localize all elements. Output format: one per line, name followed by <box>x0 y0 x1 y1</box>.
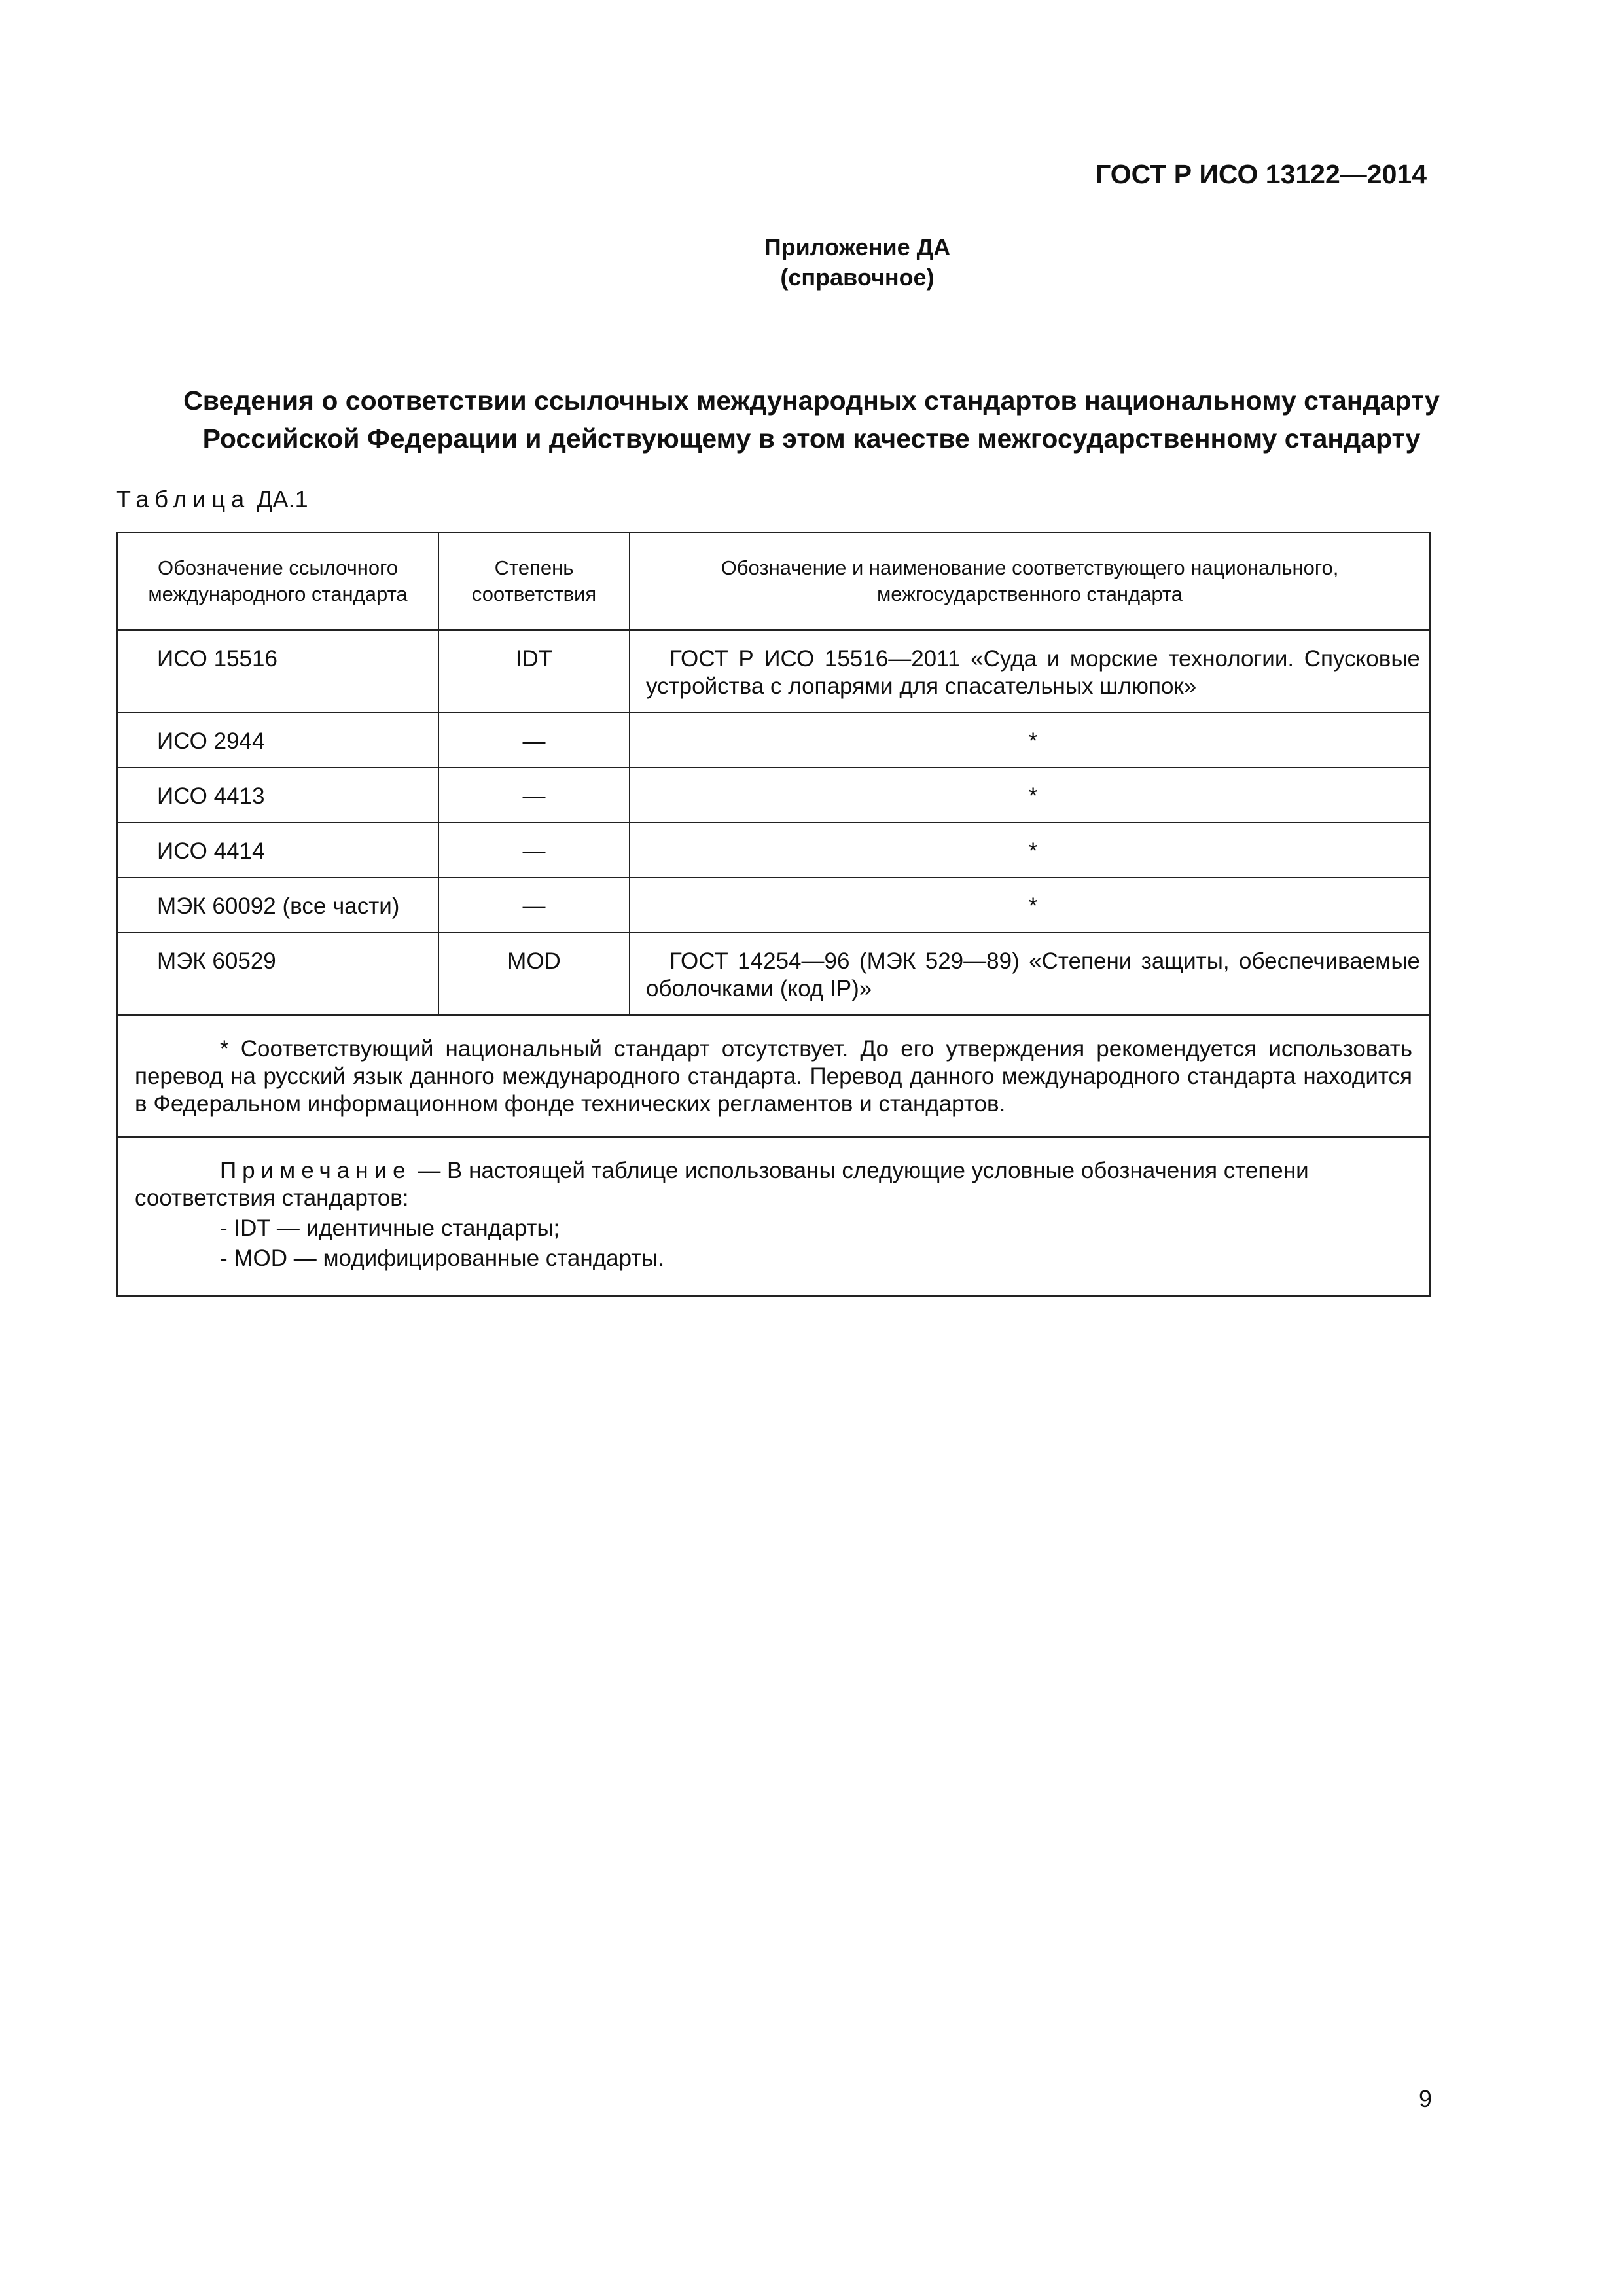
table-footnote <box>117 1015 1430 1137</box>
table-row <box>117 878 1430 933</box>
header-reference-standard: Обозначение ссылочного международного стандарта <box>117 533 438 630</box>
cell-national: * <box>630 823 1430 878</box>
note-label: Примечание <box>220 1158 412 1183</box>
appendix-heading <box>0 232 1623 293</box>
page-number: 9 <box>1418 2085 1432 2112</box>
cell-national <box>630 630 1430 713</box>
table-row <box>117 713 1430 768</box>
document-code: ГОСТ Р ИСО 13122—2014 <box>1096 159 1427 189</box>
section-title-line-2: Российской Федерации и действующему в этом качестве межгосударственному стандарту <box>202 423 1421 454</box>
note-item-mod: - MOD — модифицированные стандарты. <box>220 1246 665 1271</box>
cell-degree: MOD <box>438 933 630 1015</box>
cell-national <box>630 933 1430 1015</box>
table-row <box>117 630 1430 713</box>
section-title <box>111 382 1512 457</box>
note-paragraph <box>135 1157 1412 1212</box>
standards-table <box>116 532 1431 1297</box>
appendix-subtitle: (справочное) <box>780 264 935 291</box>
cell-national: * <box>630 878 1430 933</box>
footnote-text: * Соответствующий национальный стандарт отсутствует. До его утверждения рекомендуется использовать перевод на русский язык данного международного стандарта. Перевод данного международного стандарта находится в Федеральном информационном фонде технических регламентов и стандартов. <box>135 1036 1412 1117</box>
cell-degree: — <box>438 713 630 768</box>
national-text: ГОСТ 14254—96 (МЭК 529—89) «Степени защиты, обеспечиваемые оболочками (код IP)» <box>646 948 1420 1001</box>
table-footnote-row <box>117 1015 1430 1137</box>
table-caption-word: Таблица <box>116 486 251 512</box>
header-degree: Степень соответствия <box>438 533 630 630</box>
cell-reference: ИСО 2944 <box>117 713 438 768</box>
cell-reference: МЭК 60092 (все части) <box>117 878 438 933</box>
cell-degree: IDT <box>438 630 630 713</box>
cell-national: * <box>630 768 1430 823</box>
header-national-standard: Обозначение и наименование соответствующего национального, межгосударственного стандарта <box>630 533 1430 630</box>
note-text: — В настоящей таблице использованы следующие условные обозначения степени соответствия стандартов: <box>135 1158 1309 1211</box>
table-row <box>117 823 1430 878</box>
table-caption <box>116 486 308 513</box>
cell-reference: ИСО 4414 <box>117 823 438 878</box>
section-title-line-1: Сведения о соответствии ссылочных международных стандартов национальному стандарту <box>183 386 1440 416</box>
table-caption-number: ДА.1 <box>257 486 308 512</box>
cell-degree: — <box>438 768 630 823</box>
cell-reference: ИСО 4413 <box>117 768 438 823</box>
table-note-row <box>117 1137 1430 1296</box>
note-item-idt: - IDT — идентичные стандарты; <box>220 1215 560 1241</box>
appendix-title: Приложение ДА <box>764 234 951 260</box>
table-row <box>117 933 1430 1015</box>
cell-degree: — <box>438 823 630 878</box>
table-note <box>117 1137 1430 1296</box>
national-text: ГОСТ Р ИСО 15516—2011 «Суда и морские технологии. Спусковые устройства с лопарями для спасательных шлюпок» <box>646 646 1420 699</box>
cell-national: * <box>630 713 1430 768</box>
cell-reference: МЭК 60529 <box>117 933 438 1015</box>
table-header-row <box>117 533 1430 630</box>
table-row <box>117 768 1430 823</box>
cell-degree: — <box>438 878 630 933</box>
cell-reference: ИСО 15516 <box>117 630 438 713</box>
